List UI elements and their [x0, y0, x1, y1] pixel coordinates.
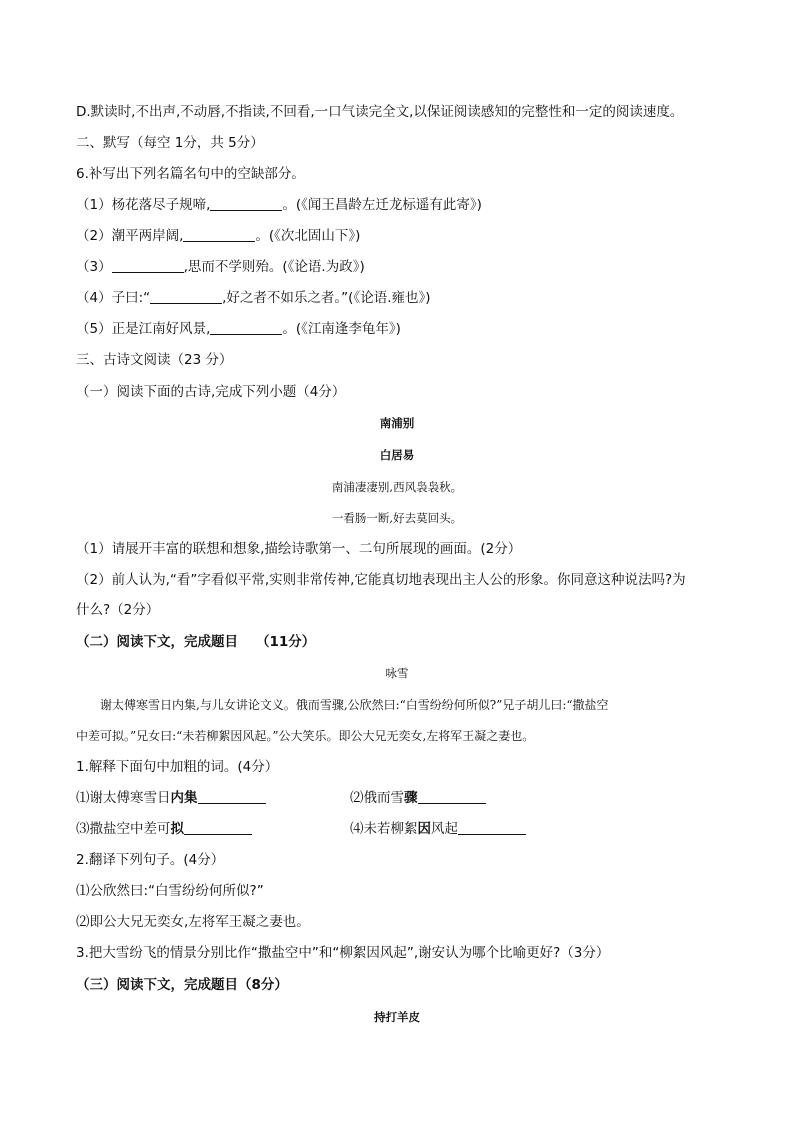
section-3-title: 三、古诗文阅读（23 分）	[76, 352, 233, 368]
question-1: 1.解释下面句中加粗的词。(4分）	[76, 759, 279, 775]
q6-4-text-b: ,好之者不如乐之者。”(《论语.雍也》)	[222, 290, 431, 306]
section-2-title: 二、默写（每空 1分，共 5分）	[76, 135, 264, 151]
text-2-title: 持打羊皮	[374, 1010, 420, 1024]
q2-item-1: ⑴公欣然曰:“白雪纷纷何所似?”	[76, 883, 264, 899]
text-line-1: 谢太傅寒雪日内集,与儿女讲论文义。俄而雪骤,公欣然曰:“白雪纷纷何所似?”兄子胡儿曰:“撒盐空	[100, 698, 609, 712]
answer-blank	[210, 196, 282, 211]
text-title: 咏雪	[385, 666, 409, 680]
poem-line-2: 一看肠一断,好去莫回头。	[331, 511, 463, 525]
question-6-3	[76, 257, 365, 277]
q1-2-text: ⑵俄而雪	[350, 790, 404, 806]
part-2-title	[76, 632, 315, 652]
q1-2-bold: 骤	[404, 790, 418, 806]
q1-4-bold: 因	[417, 821, 431, 837]
line-option-d: D.默读时,不出声,不动唇,不指读,不回看,一口气读完全文,以保证阅读感知的完整性和一定的阅读速度。	[76, 104, 684, 120]
q1-3-bold: 拟	[170, 821, 184, 837]
part-1-question-2: （2）前人认为,“看”字看似平常,实则非常传神,它能真切地表现出主人公的形象。你同意这种说法吗?为	[76, 572, 686, 588]
poem-line-1: 南浦凄凄别,西风袅袅秋。	[331, 480, 463, 494]
q1-3-text: ⑶撒盐空中差可	[76, 821, 171, 837]
question-6: 6.补写出下列名篇名句中的空缺部分。	[76, 166, 305, 182]
part-3-title: （三）阅读下文，完成题目（8分）	[76, 977, 288, 993]
part-1-question-2-cont: 什么?（2分）	[76, 602, 160, 618]
answer-blank	[184, 820, 252, 835]
q1-item-1	[76, 788, 266, 808]
question-6-4	[76, 288, 431, 308]
q6-5-text-b: 。(《江南逢李龟年》)	[282, 321, 401, 337]
q1-1-bold: 内集	[170, 790, 198, 806]
question-6-5	[76, 319, 401, 339]
q1-item-2	[350, 788, 486, 808]
q6-1-text-b: 。(《闻王昌龄左迁龙标遥有此寄》)	[282, 197, 482, 213]
answer-blank	[150, 289, 222, 304]
part-1-question-1: （1）请展开丰富的联想和想象,描绘诗歌第一、二句所展现的画面。(2分）	[76, 541, 522, 557]
q6-5-text-a: （5）正是江南好风景,	[76, 321, 211, 337]
poem-author: 白居易	[379, 448, 415, 462]
part-2-title-text: （二）阅读下文，完成题目	[76, 634, 238, 650]
part-2-score: （11分）	[256, 634, 316, 650]
question-2: 2.翻译下列句子。(4分）	[76, 852, 225, 868]
q1-4-text-c: 风起	[431, 821, 458, 837]
question-6-2	[76, 226, 360, 246]
q6-2-text-a: （2）潮平两岸阔,	[76, 228, 184, 244]
answer-blank	[198, 789, 266, 804]
part-1-title: （一）阅读下面的古诗,完成下列小题（4分）	[76, 384, 346, 400]
answer-blank	[418, 789, 486, 804]
q6-2-text-b: 。(《次北固山下》)	[255, 228, 361, 244]
answer-blank	[183, 227, 255, 242]
q1-item-4	[350, 819, 526, 839]
answer-blank	[458, 820, 526, 835]
q6-3-text-b: ,思而不学则殆。(《论语.为政》)	[183, 259, 365, 275]
q6-4-text-a: （4）子曰:“	[76, 290, 151, 306]
question-3: 3.把大雪纷飞的情景分别比作“撒盐空中”和“柳絮因风起”,谢安认为哪个比喻更好?（3分）	[76, 945, 610, 961]
q1-1-text: ⑴谢太傅寒雪日	[76, 790, 171, 806]
q6-3-text-a: （3）	[76, 259, 112, 275]
text-line-2: 中差可拟。”兄女曰:“未若柳絮因风起。”公大笑乐。即公大兄无奕女,左将军王凝之妻也。	[76, 729, 535, 743]
q1-4-text: ⑷未若柳絮	[350, 821, 418, 837]
q1-item-3	[76, 819, 252, 839]
answer-blank	[210, 320, 282, 335]
poem-title: 南浦别	[379, 416, 415, 430]
answer-blank	[112, 258, 184, 273]
q6-1-text-a: （1）杨花落尽子规啼,	[76, 197, 211, 213]
q2-item-2: ⑵即公大兄无奕女,左将军王凝之妻也。	[76, 914, 310, 930]
question-6-1	[76, 195, 482, 215]
